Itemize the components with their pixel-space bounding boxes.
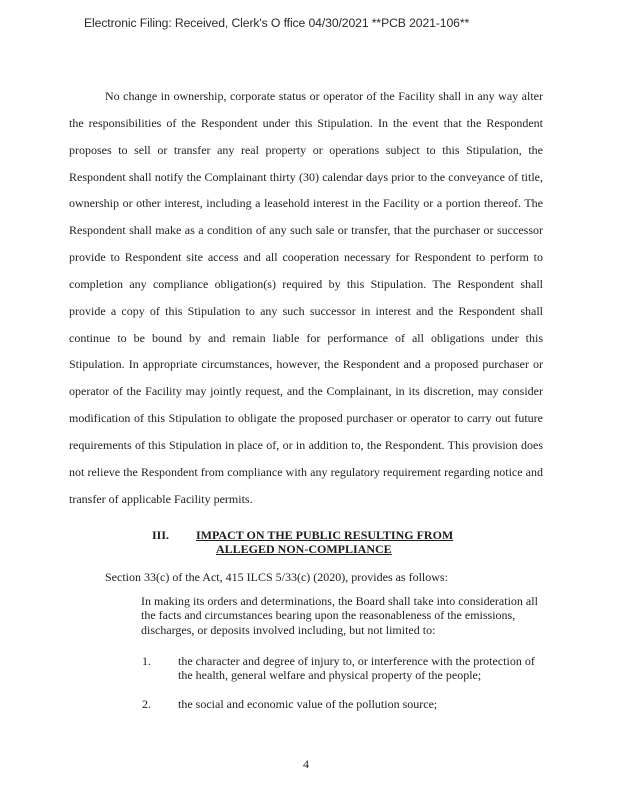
filing-header: Electronic Filing: Received, Clerk's O ffice 04/30/2021 **PCB 2021-106** xyxy=(84,16,470,30)
section-intro: Section 33(c) of the Act, 415 ILCS 5/33(c) (2020), provides as follows: xyxy=(105,570,448,584)
section-number: III. xyxy=(152,528,170,542)
list-item-text: the social and economic value of the pollution source; xyxy=(178,697,438,711)
list-item-text: the character and degree of injury to, or interference with the protection of the health, general welfare and physical property of the people; xyxy=(178,654,535,683)
list-item-number: 2. xyxy=(142,697,151,711)
page-number: 4 xyxy=(303,757,309,771)
block-quote: In making its orders and determinations, the Board shall take into consideration all the facts and circumstances bearing upon the reasonableness of the emissions, discharges, or deposits involved including, but not limited to: xyxy=(141,594,538,637)
section-title-line1: IMPACT ON THE PUBLIC RESULTING FROM xyxy=(196,528,454,542)
list-item-number: 1. xyxy=(142,654,151,668)
section-title-line2: ALLEGED NON-COMPLIANCE xyxy=(216,542,392,556)
body-paragraph: No change in ownership, corporate status or operator of the Facility shall in any way alter the responsibilities of the Respondent under this Stipulation. In the event that the Respondent proposes to sell or transfer any real property or operations subject to this Stipulation, the Respondent shall notify the Complainant thirty (30) calendar days prior to the conveyance of title, ownership or other interest, including a leasehold interest in the Facility or a portion thereof. The Respondent shall make as a condition of any such sale or transfer, that the purchaser or successor provide to Respondent site access and all cooperation necessary for Respondent to perform to completion any compliance obligation(s) required by this Stipulation. The Respondent shall provide a copy of this Stipulation to any such successor in interest and the Respondent shall continue to be bound by and remain liable for performance of all obligations under this Stipulation. In appropriate circumstances, however, the Respondent and a proposed purchaser or operator of the Facility may jointly request, and the Complainant, in its discretion, may consider modification of this Stipulation to obligate the proposed purchaser or operator to carry out future requirements of this Stipulation in place of, or in addition to, the Respondent. This provision does not relieve the Respondent from compliance with any regulatory requirement regarding notice and transfer of applicable Facility permits. xyxy=(69,89,543,506)
